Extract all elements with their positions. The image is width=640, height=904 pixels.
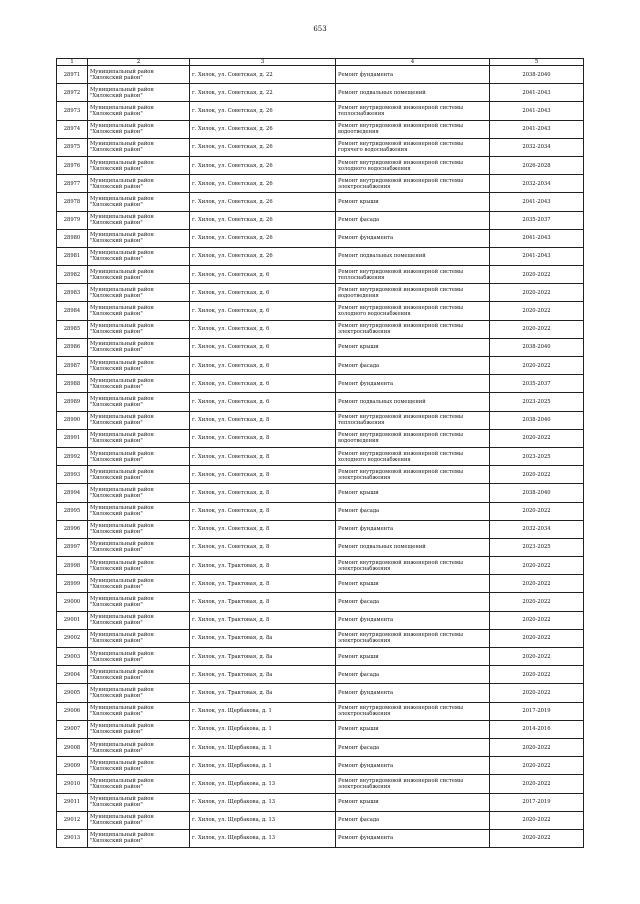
municipality-cell: Муниципальный район "Хилокский район" <box>88 120 190 138</box>
table-row <box>57 229 584 247</box>
municipality-cell: Муниципальный район "Хилокский район" <box>88 593 190 611</box>
period-cell: 2020-2022 <box>490 302 584 320</box>
municipality-cell: Муниципальный район "Хилокский район" <box>88 193 190 211</box>
table-row <box>57 447 584 465</box>
period-cell: 2041-2043 <box>490 229 584 247</box>
table-row <box>57 466 584 484</box>
row-number: 28987 <box>57 357 88 375</box>
header-row <box>57 59 584 66</box>
row-number: 28993 <box>57 466 88 484</box>
row-number: 29005 <box>57 684 88 702</box>
row-number: 28990 <box>57 411 88 429</box>
work-type-cell: Ремонт фасада <box>336 738 490 756</box>
header-cell-work-type: 4 <box>336 59 490 66</box>
address-cell: г. Хилок, ул. Советская, д. 8 <box>190 447 336 465</box>
municipality-cell: Муниципальный район "Хилокский район" <box>88 648 190 666</box>
address-cell: г. Хилок, ул. Щербакова, д. 13 <box>190 793 336 811</box>
table-row <box>57 411 584 429</box>
table-row <box>57 193 584 211</box>
work-type-cell: Ремонт внутридомовой инженерной системы теплоснабжения <box>336 411 490 429</box>
row-number: 29000 <box>57 593 88 611</box>
table-row <box>57 648 584 666</box>
work-type-cell: Ремонт фасада <box>336 211 490 229</box>
table-row <box>57 484 584 502</box>
period-cell: 2020-2022 <box>490 811 584 829</box>
address-cell: г. Хилок, ул. Советская, д. 22 <box>190 84 336 102</box>
address-cell: г. Хилок, ул. Щербакова, д. 1 <box>190 738 336 756</box>
table-row <box>57 102 584 120</box>
municipality-cell: Муниципальный район "Хилокский район" <box>88 575 190 593</box>
municipality-cell: Муниципальный район "Хилокский район" <box>88 175 190 193</box>
work-type-cell: Ремонт внутридомовой инженерной системы водоотведения <box>336 120 490 138</box>
row-number: 28973 <box>57 102 88 120</box>
municipality-cell: Муниципальный район "Хилокский район" <box>88 447 190 465</box>
period-cell: 2041-2043 <box>490 102 584 120</box>
row-number: 28983 <box>57 284 88 302</box>
row-number: 28976 <box>57 156 88 174</box>
period-cell: 2032-2034 <box>490 175 584 193</box>
period-cell: 2020-2022 <box>490 611 584 629</box>
row-number: 28999 <box>57 575 88 593</box>
table-row <box>57 247 584 265</box>
table-row <box>57 375 584 393</box>
table-row <box>57 120 584 138</box>
municipality-cell: Муниципальный район "Хилокский район" <box>88 502 190 520</box>
row-number: 29003 <box>57 648 88 666</box>
row-number: 28982 <box>57 266 88 284</box>
work-type-cell: Ремонт крыши <box>336 338 490 356</box>
municipality-cell: Муниципальный район "Хилокский район" <box>88 466 190 484</box>
address-cell: г. Хилок, ул. Трактовая, д. 8а <box>190 629 336 647</box>
work-type-cell: Ремонт внутридомовой инженерной системы теплоснабжения <box>336 102 490 120</box>
table-row <box>57 138 584 156</box>
municipality-cell: Муниципальный район "Хилокский район" <box>88 156 190 174</box>
municipality-cell: Муниципальный район "Хилокский район" <box>88 302 190 320</box>
row-number: 28978 <box>57 193 88 211</box>
municipality-cell: Муниципальный район "Хилокский район" <box>88 738 190 756</box>
period-cell: 2038-2040 <box>490 411 584 429</box>
row-number: 29011 <box>57 793 88 811</box>
period-cell: 2038-2040 <box>490 484 584 502</box>
table-row <box>57 557 584 575</box>
work-type-cell: Ремонт внутридомовой инженерной системы теплоснабжения <box>336 266 490 284</box>
work-type-cell: Ремонт подвальных помещений <box>336 84 490 102</box>
municipality-cell: Муниципальный район "Хилокский район" <box>88 266 190 284</box>
period-cell: 2017-2019 <box>490 702 584 720</box>
table-row <box>57 338 584 356</box>
work-type-cell: Ремонт фундамента <box>336 757 490 775</box>
work-type-cell: Ремонт фасада <box>336 357 490 375</box>
address-cell: г. Хилок, ул. Советская, д. 6 <box>190 320 336 338</box>
table-row <box>57 357 584 375</box>
address-cell: г. Хилок, ул. Советская, д. 8 <box>190 520 336 538</box>
period-cell: 2020-2022 <box>490 575 584 593</box>
header-cell-municipality: 2 <box>88 59 190 66</box>
work-type-cell: Ремонт крыши <box>336 484 490 502</box>
period-cell: 2020-2022 <box>490 629 584 647</box>
period-cell: 2014-2016 <box>490 720 584 738</box>
row-number: 28988 <box>57 375 88 393</box>
municipality-cell: Муниципальный район "Хилокский район" <box>88 702 190 720</box>
row-number: 29008 <box>57 738 88 756</box>
work-type-cell: Ремонт фундамента <box>336 66 490 84</box>
row-number: 28996 <box>57 520 88 538</box>
period-cell: 2020-2022 <box>490 357 584 375</box>
row-number: 29009 <box>57 757 88 775</box>
row-number: 28979 <box>57 211 88 229</box>
row-number: 28981 <box>57 247 88 265</box>
address-cell: г. Хилок, ул. Советская, д. 26 <box>190 102 336 120</box>
row-number: 28986 <box>57 338 88 356</box>
address-cell: г. Хилок, ул. Трактовая, д. 8 <box>190 593 336 611</box>
work-type-cell: Ремонт внутридомовой инженерной системы электроснабжения <box>336 775 490 793</box>
table-row <box>57 520 584 538</box>
period-cell: 2035-2037 <box>490 211 584 229</box>
table-row <box>57 302 584 320</box>
work-type-cell: Ремонт фасада <box>336 811 490 829</box>
municipality-cell: Муниципальный район "Хилокский район" <box>88 720 190 738</box>
period-cell: 2020-2022 <box>490 466 584 484</box>
work-type-cell: Ремонт внутридомовой инженерной системы холодного водоснабжения <box>336 302 490 320</box>
row-number: 28977 <box>57 175 88 193</box>
municipality-cell: Муниципальный район "Хилокский район" <box>88 320 190 338</box>
row-number: 28975 <box>57 138 88 156</box>
row-number: 28972 <box>57 84 88 102</box>
table-row <box>57 702 584 720</box>
municipality-cell: Муниципальный район "Хилокский район" <box>88 393 190 411</box>
table-row <box>57 284 584 302</box>
work-type-cell: Ремонт крыши <box>336 793 490 811</box>
period-cell: 2020-2022 <box>490 284 584 302</box>
address-cell: г. Хилок, ул. Щербакова, д. 1 <box>190 702 336 720</box>
header-cell-number: 1 <box>57 59 88 66</box>
municipality-cell: Муниципальный район "Хилокский район" <box>88 357 190 375</box>
address-cell: г. Хилок, ул. Советская, д. 6 <box>190 302 336 320</box>
period-cell: 2023-2025 <box>490 447 584 465</box>
municipality-cell: Муниципальный район "Хилокский район" <box>88 66 190 84</box>
table-body <box>57 66 584 848</box>
address-cell: г. Хилок, ул. Трактовая, д. 8а <box>190 648 336 666</box>
address-cell: г. Хилок, ул. Советская, д. 26 <box>190 138 336 156</box>
table-row <box>57 775 584 793</box>
address-cell: г. Хилок, ул. Советская, д. 26 <box>190 193 336 211</box>
address-cell: г. Хилок, ул. Советская, д. 26 <box>190 175 336 193</box>
row-number: 28994 <box>57 484 88 502</box>
row-number: 28985 <box>57 320 88 338</box>
address-cell: г. Хилок, ул. Советская, д. 8 <box>190 502 336 520</box>
period-cell: 2020-2022 <box>490 502 584 520</box>
row-number: 29002 <box>57 629 88 647</box>
municipality-cell: Муниципальный район "Хилокский район" <box>88 629 190 647</box>
address-cell: г. Хилок, ул. Советская, д. 8 <box>190 466 336 484</box>
period-cell: 2041-2043 <box>490 193 584 211</box>
work-type-cell: Ремонт фундамента <box>336 229 490 247</box>
address-cell: г. Хилок, ул. Щербакова, д. 13 <box>190 775 336 793</box>
municipality-cell: Муниципальный район "Хилокский район" <box>88 557 190 575</box>
row-number: 29010 <box>57 775 88 793</box>
work-type-cell: Ремонт фасада <box>336 502 490 520</box>
period-cell: 2020-2022 <box>490 757 584 775</box>
address-cell: г. Хилок, ул. Советская, д. 6 <box>190 375 336 393</box>
work-type-cell: Ремонт крыши <box>336 648 490 666</box>
row-number: 29001 <box>57 611 88 629</box>
table-row <box>57 66 584 84</box>
period-cell: 2041-2043 <box>490 247 584 265</box>
table-row <box>57 738 584 756</box>
table-row <box>57 629 584 647</box>
row-number: 28971 <box>57 66 88 84</box>
period-cell: 2020-2022 <box>490 429 584 447</box>
period-cell: 2020-2022 <box>490 266 584 284</box>
period-cell: 2020-2022 <box>490 593 584 611</box>
page-number: 653 <box>313 25 327 33</box>
work-type-cell: Ремонт внутридомовой инженерной системы электроснабжения <box>336 629 490 647</box>
period-cell: 2038-2040 <box>490 338 584 356</box>
period-cell: 2035-2037 <box>490 375 584 393</box>
municipality-cell: Муниципальный район "Хилокский район" <box>88 411 190 429</box>
row-number: 28980 <box>57 229 88 247</box>
table-row <box>57 266 584 284</box>
row-number: 28992 <box>57 447 88 465</box>
municipality-cell: Муниципальный район "Хилокский район" <box>88 684 190 702</box>
municipality-cell: Муниципальный район "Хилокский район" <box>88 211 190 229</box>
address-cell: г. Хилок, ул. Советская, д. 22 <box>190 66 336 84</box>
address-cell: г. Хилок, ул. Советская, д. 26 <box>190 229 336 247</box>
work-type-cell: Ремонт крыши <box>336 575 490 593</box>
table-row <box>57 429 584 447</box>
work-type-cell: Ремонт внутридомовой инженерной системы электроснабжения <box>336 320 490 338</box>
municipality-cell: Муниципальный район "Хилокский район" <box>88 775 190 793</box>
address-cell: г. Хилок, ул. Щербакова, д. 1 <box>190 720 336 738</box>
work-type-cell: Ремонт фасада <box>336 666 490 684</box>
row-number: 29007 <box>57 720 88 738</box>
table-row <box>57 393 584 411</box>
row-number: 28995 <box>57 502 88 520</box>
municipality-cell: Муниципальный район "Хилокский район" <box>88 793 190 811</box>
period-cell: 2032-2034 <box>490 520 584 538</box>
work-type-cell: Ремонт крыши <box>336 720 490 738</box>
municipality-cell: Муниципальный район "Хилокский район" <box>88 284 190 302</box>
period-cell: 2020-2022 <box>490 320 584 338</box>
municipality-cell: Муниципальный район "Хилокский район" <box>88 247 190 265</box>
registry-table <box>56 58 584 848</box>
header-cell-period: 5 <box>490 59 584 66</box>
header-cell-address: 3 <box>190 59 336 66</box>
work-type-cell: Ремонт внутридомовой инженерной системы электроснабжения <box>336 466 490 484</box>
table-row <box>57 575 584 593</box>
address-cell: г. Хилок, ул. Советская, д. 6 <box>190 357 336 375</box>
row-number: 28998 <box>57 557 88 575</box>
address-cell: г. Хилок, ул. Щербакова, д. 13 <box>190 811 336 829</box>
period-cell: 2041-2043 <box>490 120 584 138</box>
work-type-cell: Ремонт подвальных помещений <box>336 538 490 556</box>
municipality-cell: Муниципальный район "Хилокский район" <box>88 484 190 502</box>
period-cell: 2020-2022 <box>490 738 584 756</box>
work-type-cell: Ремонт внутридомовой инженерной системы электроснабжения <box>336 702 490 720</box>
municipality-cell: Муниципальный район "Хилокский район" <box>88 338 190 356</box>
municipality-cell: Муниципальный район "Хилокский район" <box>88 611 190 629</box>
address-cell: г. Хилок, ул. Советская, д. 26 <box>190 156 336 174</box>
period-cell: 2020-2022 <box>490 648 584 666</box>
row-number: 29013 <box>57 829 88 847</box>
municipality-cell: Муниципальный район "Хилокский район" <box>88 138 190 156</box>
work-type-cell: Ремонт внутридомовой инженерной системы горячего водоснабжения <box>336 138 490 156</box>
municipality-cell: Муниципальный район "Хилокский район" <box>88 84 190 102</box>
row-number: 29012 <box>57 811 88 829</box>
municipality-cell: Муниципальный район "Хилокский район" <box>88 538 190 556</box>
address-cell: г. Хилок, ул. Трактовая, д. 8 <box>190 557 336 575</box>
period-cell: 2020-2022 <box>490 666 584 684</box>
municipality-cell: Муниципальный район "Хилокский район" <box>88 229 190 247</box>
row-number: 28984 <box>57 302 88 320</box>
work-type-cell: Ремонт фундамента <box>336 611 490 629</box>
address-cell: г. Хилок, ул. Советская, д. 26 <box>190 120 336 138</box>
address-cell: г. Хилок, ул. Трактовая, д. 8а <box>190 666 336 684</box>
work-type-cell: Ремонт крыши <box>336 193 490 211</box>
address-cell: г. Хилок, ул. Советская, д. 8 <box>190 484 336 502</box>
row-number: 29006 <box>57 702 88 720</box>
period-cell: 2020-2022 <box>490 557 584 575</box>
work-type-cell: Ремонт фундамента <box>336 684 490 702</box>
address-cell: г. Хилок, ул. Советская, д. 6 <box>190 266 336 284</box>
address-cell: г. Хилок, ул. Советская, д. 8 <box>190 538 336 556</box>
work-type-cell: Ремонт внутридомовой инженерной системы электроснабжения <box>336 557 490 575</box>
period-cell: 2023-2025 <box>490 538 584 556</box>
municipality-cell: Муниципальный район "Хилокский район" <box>88 666 190 684</box>
table-row <box>57 793 584 811</box>
period-cell: 2026-2028 <box>490 156 584 174</box>
table-row <box>57 720 584 738</box>
period-cell: 2020-2022 <box>490 684 584 702</box>
work-type-cell: Ремонт внутридомовой инженерной системы водоотведения <box>336 284 490 302</box>
address-cell: г. Хилок, ул. Советская, д. 26 <box>190 247 336 265</box>
work-type-cell: Ремонт внутридомовой инженерной системы холодного водоснабжения <box>336 447 490 465</box>
work-type-cell: Ремонт подвальных помещений <box>336 393 490 411</box>
work-type-cell: Ремонт фундамента <box>336 520 490 538</box>
table-row <box>57 757 584 775</box>
address-cell: г. Хилок, ул. Советская, д. 8 <box>190 429 336 447</box>
table-row <box>57 829 584 847</box>
address-cell: г. Хилок, ул. Советская, д. 6 <box>190 393 336 411</box>
row-number: 28991 <box>57 429 88 447</box>
address-cell: г. Хилок, ул. Советская, д. 8 <box>190 411 336 429</box>
municipality-cell: Муниципальный район "Хилокский район" <box>88 757 190 775</box>
period-cell: 2017-2019 <box>490 793 584 811</box>
table-row <box>57 593 584 611</box>
work-type-cell: Ремонт фасада <box>336 593 490 611</box>
municipality-cell: Муниципальный район "Хилокский район" <box>88 375 190 393</box>
work-type-cell: Ремонт внутридомовой инженерной системы водоотведения <box>336 429 490 447</box>
period-cell: 2020-2022 <box>490 775 584 793</box>
address-cell: г. Хилок, ул. Щербакова, д. 13 <box>190 829 336 847</box>
work-type-cell: Ремонт подвальных помещений <box>336 247 490 265</box>
row-number: 29004 <box>57 666 88 684</box>
period-cell: 2020-2022 <box>490 829 584 847</box>
period-cell: 2023-2025 <box>490 393 584 411</box>
work-type-cell: Ремонт внутридомовой инженерной системы электроснабжения <box>336 175 490 193</box>
table-row <box>57 84 584 102</box>
work-type-cell: Ремонт фундамента <box>336 375 490 393</box>
municipality-cell: Муниципальный район "Хилокский район" <box>88 429 190 447</box>
work-type-cell: Ремонт фундамента <box>336 829 490 847</box>
table-row <box>57 502 584 520</box>
table-row <box>57 811 584 829</box>
table-row <box>57 666 584 684</box>
address-cell: г. Хилок, ул. Трактовая, д. 8 <box>190 575 336 593</box>
municipality-cell: Муниципальный район "Хилокский район" <box>88 829 190 847</box>
municipality-cell: Муниципальный район "Хилокский район" <box>88 520 190 538</box>
row-number: 28989 <box>57 393 88 411</box>
table-row <box>57 156 584 174</box>
period-cell: 2038-2040 <box>490 66 584 84</box>
address-cell: г. Хилок, ул. Советская, д. 6 <box>190 284 336 302</box>
municipality-cell: Муниципальный район "Хилокский район" <box>88 811 190 829</box>
table-row <box>57 611 584 629</box>
table-row <box>57 320 584 338</box>
work-type-cell: Ремонт внутридомовой инженерной системы холодного водоснабжения <box>336 156 490 174</box>
address-cell: г. Хилок, ул. Трактовая, д. 8а <box>190 684 336 702</box>
table-row <box>57 538 584 556</box>
row-number: 28974 <box>57 120 88 138</box>
table-row <box>57 175 584 193</box>
address-cell: г. Хилок, ул. Трактовая, д. 8 <box>190 611 336 629</box>
period-cell: 2041-2043 <box>490 84 584 102</box>
period-cell: 2032-2034 <box>490 138 584 156</box>
address-cell: г. Хилок, ул. Щербакова, д. 1 <box>190 757 336 775</box>
municipality-cell: Муниципальный район "Хилокский район" <box>88 102 190 120</box>
table-row <box>57 684 584 702</box>
row-number: 28997 <box>57 538 88 556</box>
address-cell: г. Хилок, ул. Советская, д. 6 <box>190 338 336 356</box>
table-row <box>57 211 584 229</box>
address-cell: г. Хилок, ул. Советская, д. 26 <box>190 211 336 229</box>
